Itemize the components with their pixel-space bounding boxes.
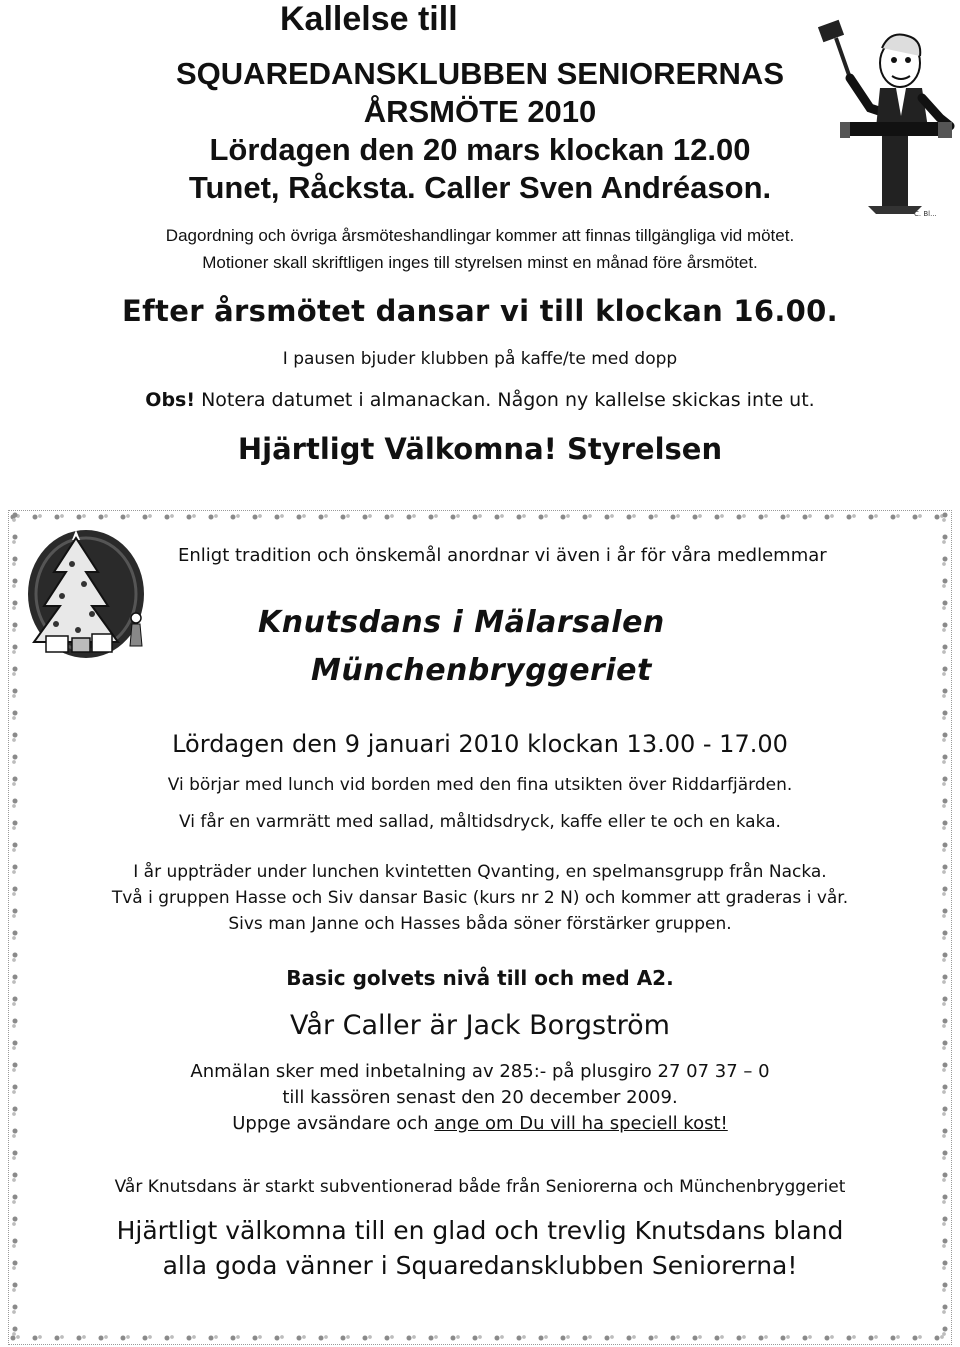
welcome-text: Hjärtligt Välkomna! [237,432,557,466]
dance-level: Basic golvets nivå till och med A2. [286,966,674,990]
lunch-line-1: Vi börjar med lunch vid borden med den fina utsikten över Riddarfjärden. [167,775,793,795]
subsidy-note: Vår Knutsdans är starkt subventionerad både från Seniorerna och Münchenbryggeriet [114,1177,846,1197]
obs-label: Obs! [145,389,196,411]
welcome-line [0,432,960,466]
dance-announcement: Efter årsmötet dansar vi till klockan 16.00. [122,294,838,328]
obs-note [0,389,960,411]
organization-name: SQUAREDANSKLUBBEN SENIORERNAS [176,56,784,91]
caricature-signature: C. Bl... [914,210,937,218]
meeting-name: ÅRSMÖTE 2010 [363,94,597,129]
closing-line-2: alla goda vänner i Squaredansklubben Seniorerna! [162,1251,798,1280]
event-venue: Münchenbryggeriet [311,653,652,688]
performer-line-1: I år uppträder under lunchen kvintetten Qvanting, en spelmansgrupp från Nacka. [133,862,827,882]
pause-note: I pausen bjuder klubben på kaffe/te med dopp [282,349,678,369]
page-title: Kallelse till [280,0,458,38]
registration-line-2: till kassören senast den 20 december 2009. [282,1087,678,1108]
meeting-place: Tunet, Råcksta. Caller Sven Andréason. [188,170,772,205]
performer-line-2: Två i gruppen Hasse och Siv dansar Basic (kurs nr 2 N) och kommer att graderas i vår. [111,888,849,908]
performer-line-3: Sivs man Janne och Hasses båda söner förstärker gruppen. [228,914,732,934]
obs-text: Notera datumet i almanackan. Någon ny kallelse skickas inte ut. [195,389,815,411]
meeting-date: Lördagen den 20 mars klockan 12.00 [209,132,751,167]
agenda-line-1: Dagordning och övriga årsmöteshandlingar kommer att finnas tillgängliga vid mötet. [165,226,795,245]
registration-line-3 [0,1113,960,1134]
special-diet-note: ange om Du vill ha speciell kost! [434,1113,728,1134]
border-top [9,511,951,523]
caller-name: Vår Caller är Jack Borgström [290,1010,670,1041]
closing-line-1: Hjärtligt välkomna till en glad och trevlig Knutsdans bland [116,1216,844,1245]
lunch-line-2: Vi får en varmrätt med sallad, måltidsdryck, kaffe eller te och en kaka. [179,812,781,832]
registration-prefix: Uppge avsändare och [232,1113,435,1134]
agenda-line-2: Motioner skall skriftligen inges till styrelsen minst en månad före årsmötet. [202,253,758,272]
registration-line-1: Anmälan sker med inbetalning av 285:- på plusgiro 27 07 37 – 0 [190,1061,770,1082]
border-bottom [9,1332,951,1344]
board-signature: Styrelsen [556,432,723,466]
event-date-time: Lördagen den 9 januari 2010 klockan 13.00 - 17.00 [172,730,788,758]
tradition-text: Enligt tradition och önskemål anordnar vi även i år för våra medlemmar [178,545,827,566]
event-title: Knutsdans i Mälarsalen [258,605,665,640]
